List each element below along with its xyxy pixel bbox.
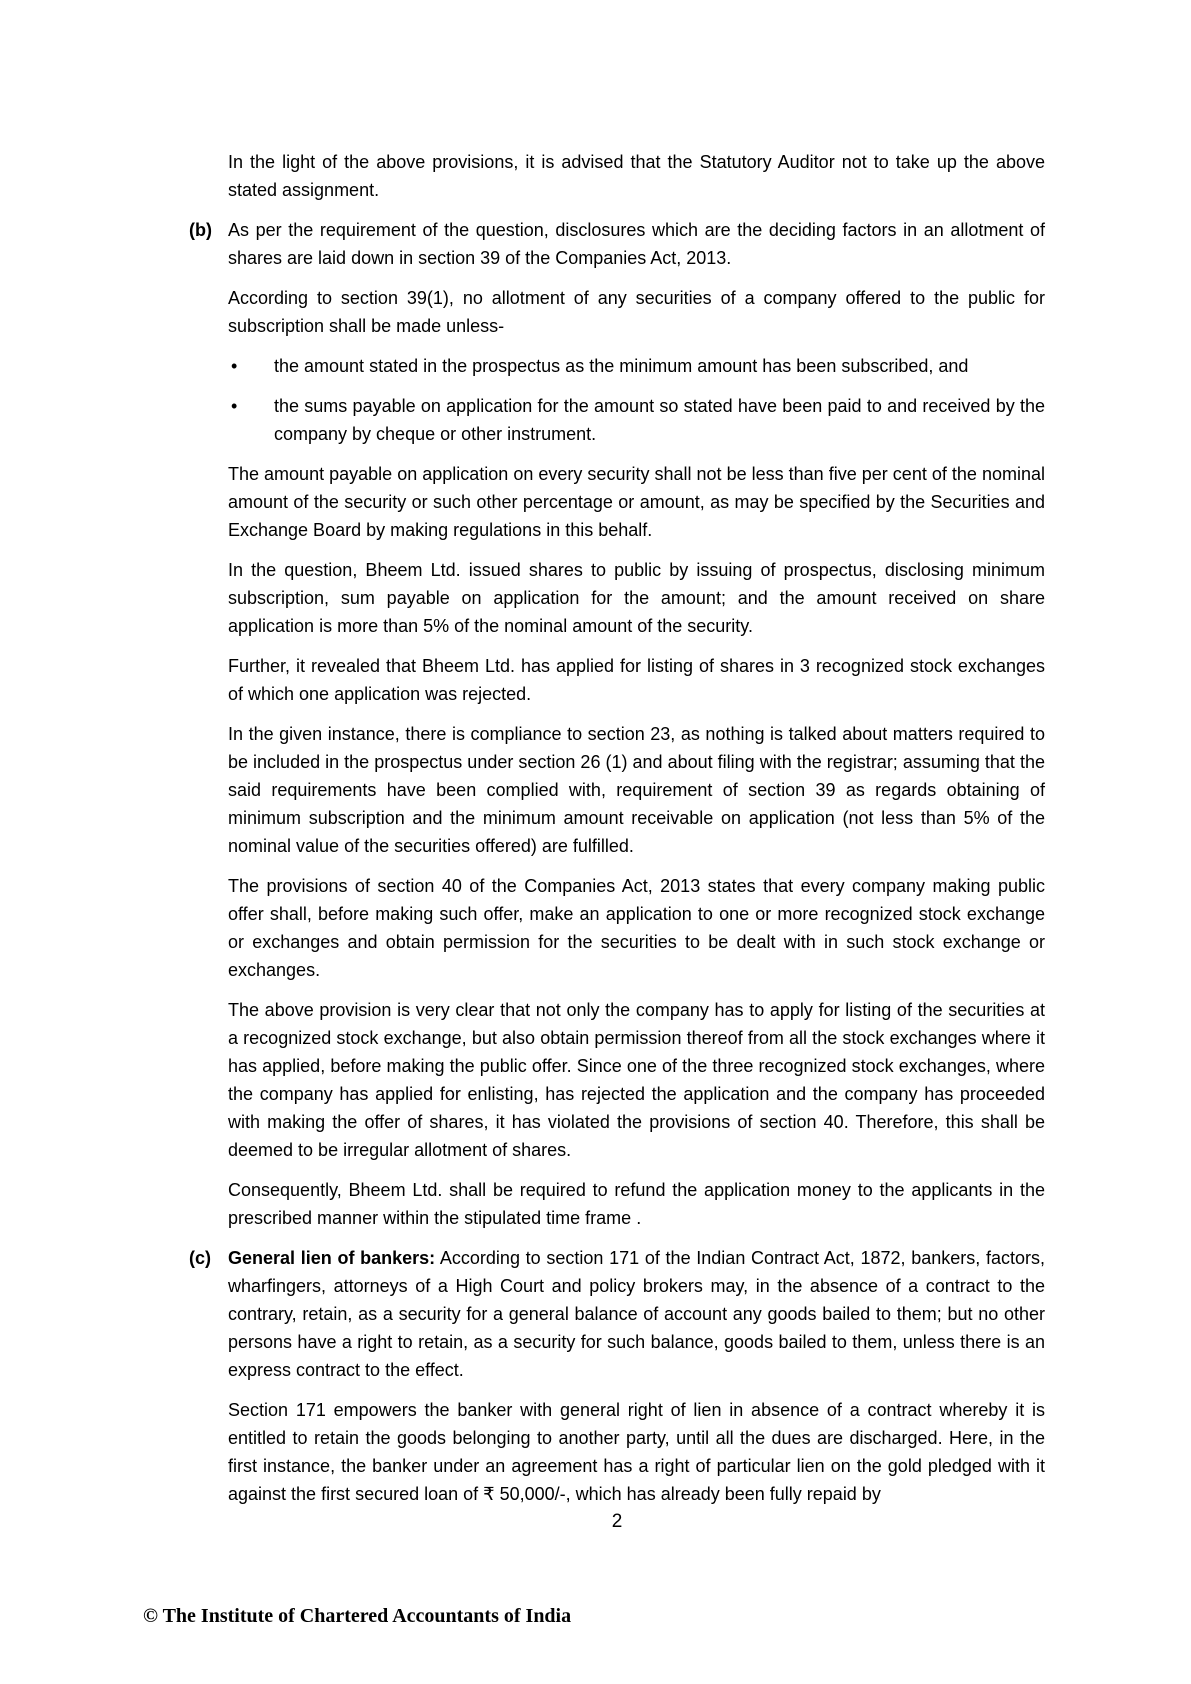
bullet-text: the amount stated in the prospectus as the minimum amount has been subscribed, and <box>274 356 969 376</box>
document-content <box>189 148 1045 1520</box>
paragraph-text: Consequently, Bheem Ltd. shall be required to refund the application money to the applicants in the prescribed manner within the stipulated time frame . <box>228 1180 1045 1228</box>
paragraph-text: Section 171 empowers the banker with general right of lien in absence of a contract whereby it is entitled to retain the goods belonging to another party, until all the dues are discharged. Here, in the first instance, the banker under an agreement has a right of particular lien on the gold pledged with it against the first secured loan of ₹ 50,000/-, which has already been fully repaid by <box>228 1400 1045 1504</box>
paragraph <box>189 1244 1045 1384</box>
paragraph <box>189 216 1045 272</box>
paragraph <box>228 720 1045 860</box>
section-label-c: (c) <box>189 1248 211 1268</box>
paragraph-text: According to section 39(1), no allotment of any securities of a company offered to the public for subscription shall be made unless- <box>228 288 1045 336</box>
bullet-item <box>231 352 1045 380</box>
paragraph-text: As per the requirement of the question, disclosures which are the deciding factors in an allotment of shares are laid down in section 39 of the Companies Act, 2013. <box>228 220 1045 268</box>
paragraph-text: In the question, Bheem Ltd. issued shares to public by issuing of prospectus, disclosing minimum subscription, sum payable on application for the amount; and the amount received on share application is more than 5% of the nominal amount of the security. <box>228 560 1045 636</box>
paragraph-text: In the light of the above provisions, it is advised that the Statutory Auditor not to take up the above stated assignment. <box>228 152 1045 200</box>
paragraph-text: In the given instance, there is compliance to section 23, as nothing is talked about matters required to be included in the prospectus under section 26 (1) and about filing with the registrar; assuming that the said requirements have been complied with, requirement of section 39 as regards obtaining of minimum subscription and the minimum amount receivable on application (not less than 5% of the nominal value of the securities offered) are fulfilled. <box>228 724 1045 856</box>
paragraph <box>228 1176 1045 1232</box>
paragraph <box>228 1396 1045 1508</box>
paragraph <box>228 556 1045 640</box>
paragraph <box>228 460 1045 544</box>
paragraph-text: The amount payable on application on every security shall not be less than five per cent of the nominal amount of the security or such other percentage or amount, as may be specified by the Securities and Exchange Board by making regulations in this behalf. <box>228 464 1045 540</box>
bullet-text: the sums payable on application for the amount so stated have been paid to and received by the company by cheque or other instrument. <box>274 396 1045 444</box>
copyright-footer: © The Institute of Chartered Accountants of India <box>143 1605 572 1627</box>
bullet-icon: • <box>231 356 238 376</box>
paragraph-bold-lead: General lien of bankers: <box>228 1248 436 1268</box>
paragraph <box>228 652 1045 708</box>
paragraph-text: According to section 171 of the Indian Contract Act, 1872, bankers, factors, wharfingers, attorneys of a High Court and policy brokers may, in the absence of a contract to the contrary, retain, as a security for a general balance of account any goods bailed to them; but no other persons have a right to retain, as a security for such balance, goods bailed to them, unless there is an express contract to the effect. <box>228 1248 1045 1380</box>
paragraph-text: Further, it revealed that Bheem Ltd. has applied for listing of shares in 3 recognized stock exchanges of which one application was rejected. <box>228 656 1045 704</box>
paragraph <box>228 148 1045 204</box>
paragraph-text: The provisions of section 40 of the Companies Act, 2013 states that every company making public offer shall, before making such offer, make an application to one or more recognized stock exchange or exchanges and obtain permission for the securities to be dealt with in such stock exchange or exchanges. <box>228 876 1045 980</box>
paragraph <box>228 872 1045 984</box>
paragraph <box>228 284 1045 340</box>
page-number: 2 <box>611 1511 623 1532</box>
paragraph-text: The above provision is very clear that not only the company has to apply for listing of the securities at a recognized stock exchange, but also obtain permission thereof from all the stock exchanges where it has applied, before making the public offer. Since one of the three recognized stock exchanges, where the company has applied for enlisting, has rejected the application and the company has proceeded with making the offer of shares, it has violated the provisions of section 40. Therefore, this shall be deemed to be irregular allotment of shares. <box>228 1000 1045 1160</box>
bullet-item <box>231 392 1045 448</box>
section-label-b: (b) <box>189 220 212 240</box>
paragraph <box>228 996 1045 1164</box>
bullet-icon: • <box>231 396 238 416</box>
